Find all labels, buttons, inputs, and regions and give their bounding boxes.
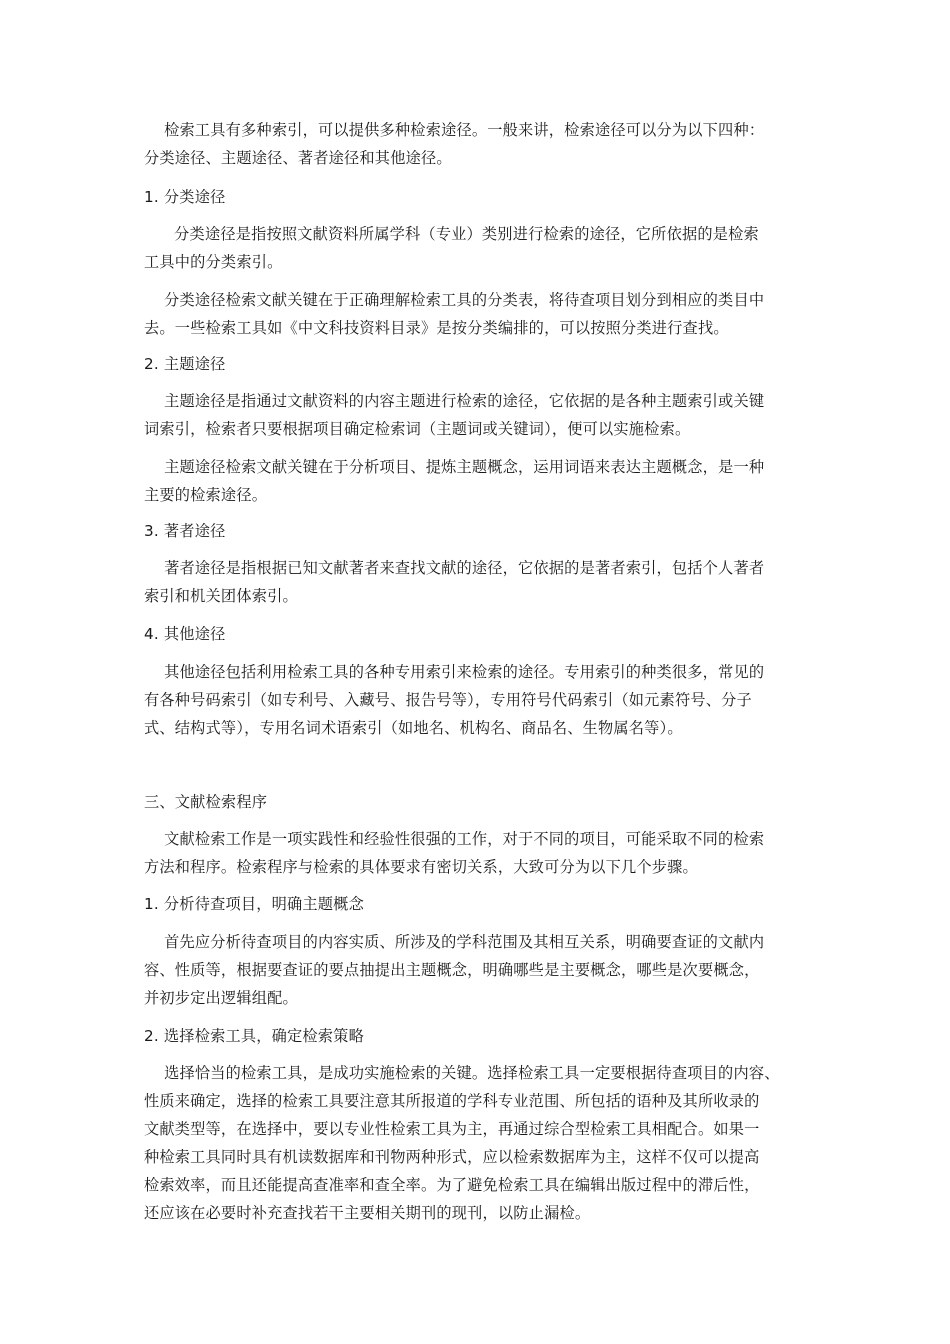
intro-line-2: 分类途径、主题途径、著者途径和其他途径。 [144,149,452,167]
paragraph-step-select-tool [144,1059,816,1227]
paragraph-subject-1 [144,387,816,443]
paragraph-classification-2 [144,286,816,342]
paragraph-step-analyze [144,928,816,1012]
paragraph-line: 种检索工具同时具有机读数据库和刊物两种形式，应以检索数据库为主，这样不仅可以提高 [144,1148,760,1166]
heading-classification: 1. 分类途径 [144,188,226,206]
paragraph-other [144,658,816,742]
paragraph-line: 工具中的分类索引。 [144,253,283,271]
paragraph-classification-1 [144,220,816,276]
heading-other: 4. 其他途径 [144,625,226,643]
paragraph-line: 著者途径是指根据已知文献著者来查找文献的途径，它依据的是著者索引，包括个人著者 [144,559,765,577]
paragraph-line: 主要的检索途径。 [144,486,268,504]
paragraph-line: 选择恰当的检索工具，是成功实施检索的关键。选择检索工具一定要根据待查项目的内容、 [144,1064,780,1082]
paragraph-subject-2 [144,453,816,509]
paragraph-line: 方法和程序。检索程序与检索的具体要求有密切关系，大致可分为以下几个步骤。 [144,858,698,876]
heading-step-analyze: 1. 分析待查项目，明确主题概念 [144,895,364,913]
paragraph-author [144,554,816,610]
paragraph-line: 文献检索工作是一项实践性和经验性很强的工作，对于不同的项目，可能采取不同的检索 [144,830,765,848]
paragraph-line: 主题途径检索文献关键在于分析项目、提炼主题概念，运用词语来表达主题概念，是一种 [144,458,765,476]
paragraph-line: 词索引，检索者只要根据项目确定检索词（主题词或关键词），便可以实施检索。 [144,420,691,438]
heading-author: 3. 著者途径 [144,522,226,540]
paragraph-line: 分类途径是指按照文献资料所属学科（专业）类别进行检索的途径，它所依据的是检索 [144,225,759,243]
paragraph-line: 索引和机关团体索引。 [144,587,298,605]
intro-paragraph [144,116,816,172]
paragraph-line: 式、结构式等），专用名词术语索引（如地名、机构名、商品名、生物属名等）。 [144,719,683,737]
paragraph-line: 有各种号码索引（如专利号、入藏号、报告号等），专用符号代码索引（如元素符号、分子 [144,691,752,709]
paragraph-line: 主题途径是指通过文献资料的内容主题进行检索的途径，它依据的是各种主题索引或关键 [144,392,765,410]
paragraph-line: 文献类型等，在选择中，要以专业性检索工具为主，再通过综合型检索工具相配合。如果一 [144,1120,760,1138]
paragraph-line: 并初步定出逻辑组配。 [144,989,298,1007]
section-heading-retrieval-procedure: 三、文献检索程序 [144,793,268,811]
paragraph-line: 首先应分析待查项目的内容实质、所涉及的学科范围及其相互关系，明确要查证的文献内 [144,933,765,951]
heading-step-select-tool: 2. 选择检索工具，确定检索策略 [144,1027,364,1045]
heading-subject: 2. 主题途径 [144,355,226,373]
paragraph-line: 去。一些检索工具如《中文科技资料目录》是按分类编排的，可以按照分类进行查找。 [144,319,729,337]
intro-line-1: 检索工具有多种索引，可以提供多种检索途径。一般来讲，检索途径可以分为以下四种： [144,121,765,139]
paragraph-line: 还应该在必要时补充查找若干主要相关期刊的现刊，以防止漏检。 [144,1204,591,1222]
paragraph-line: 其他途径包括利用检索工具的各种专用索引来检索的途径。专用索引的种类很多，常见的 [144,663,765,681]
paragraph-line: 容、性质等，根据要查证的要点抽提出主题概念，明确哪些是主要概念，哪些是次要概念， [144,961,760,979]
paragraph-line: 分类途径检索文献关键在于正确理解检索工具的分类表，将待查项目划分到相应的类目中 [144,291,765,309]
paragraph-line: 检索效率，而且还能提高查准率和查全率。为了避免检索工具在编辑出版过程中的滞后性， [144,1176,760,1194]
paragraph-procedure-intro [144,825,816,881]
paragraph-line: 性质来确定，选择的检索工具要注意其所报道的学科专业范围、所包括的语种及其所收录的 [144,1092,760,1110]
